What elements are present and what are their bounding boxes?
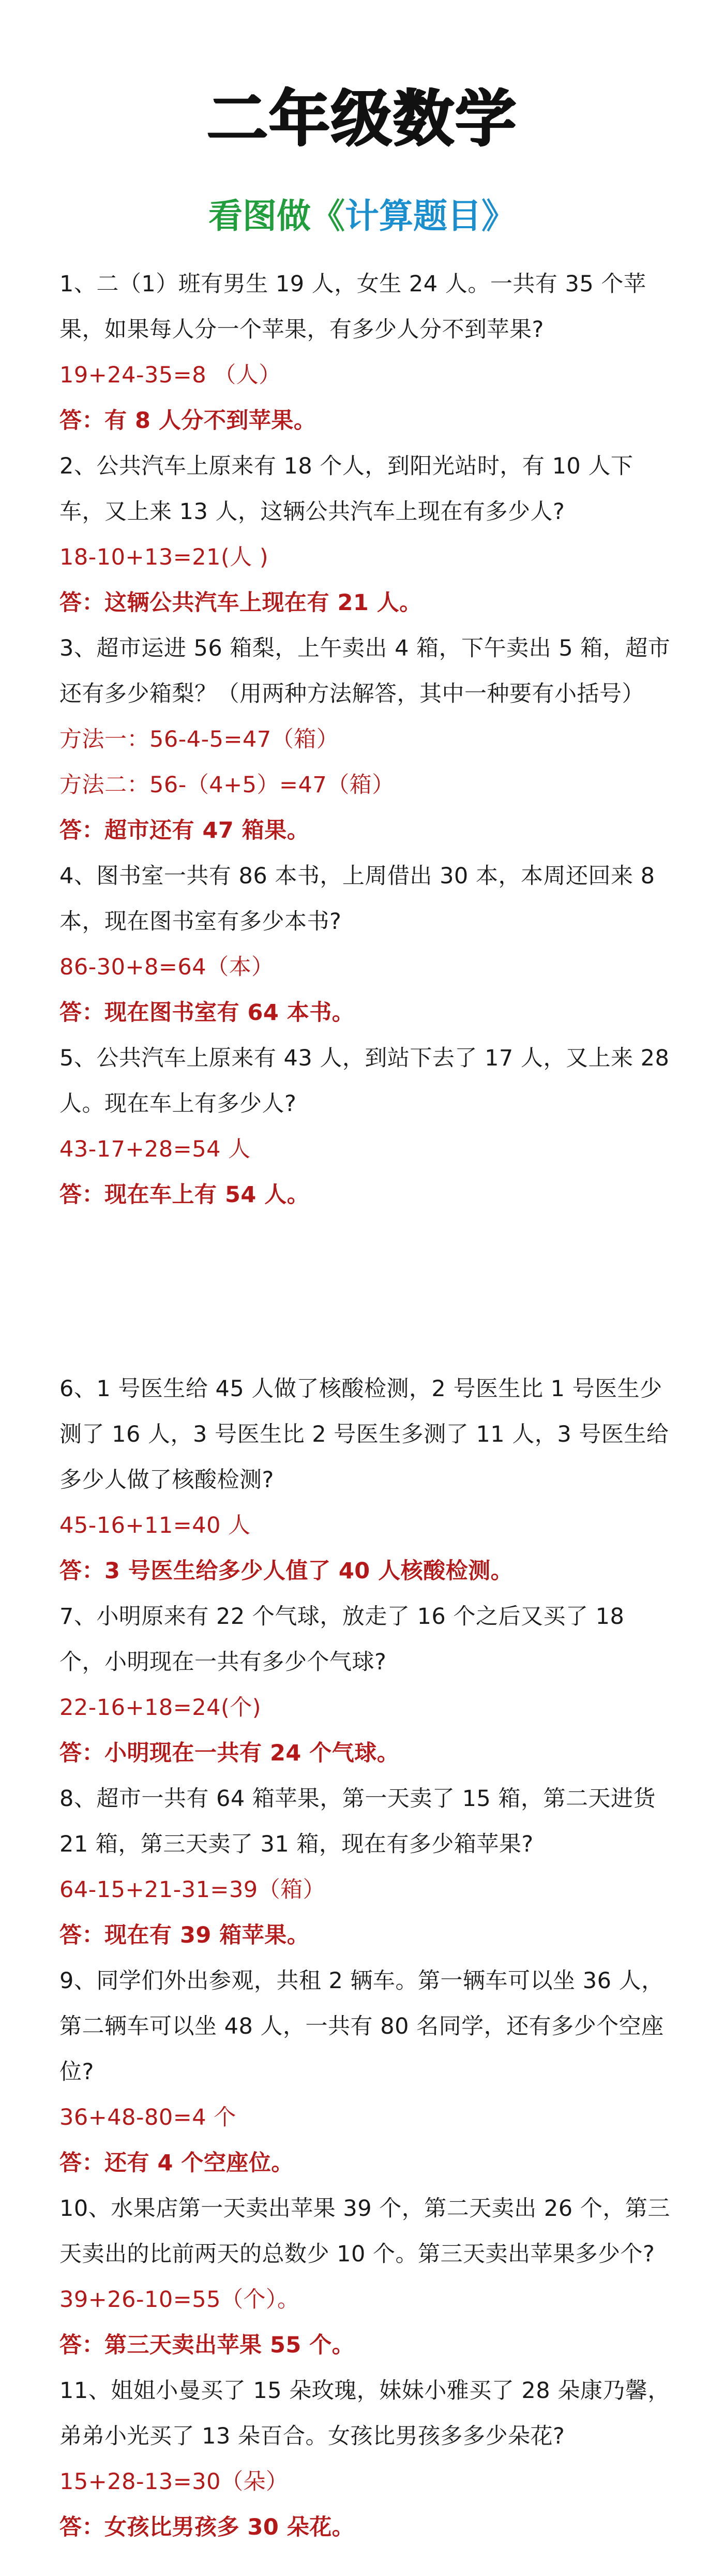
problem-answer: 答：还有 4 个空座位。	[59, 2150, 294, 2176]
problem-formula: 64-15+21-31=39（箱）	[59, 1877, 326, 1903]
problem-formula: 19+24-35=8 （人）	[59, 362, 281, 388]
problem-answer: 答：第三天卖出苹果 55 个。	[59, 2332, 355, 2358]
problem-answer: 答：3 号医生给多少人值了 40 人核酸检测。	[59, 1558, 514, 1584]
problem-formula: 18-10+13=21(人 )	[59, 544, 269, 570]
problem-1	[59, 261, 672, 443]
problem-question: 6、1 号医生给 45 人做了核酸检测，2 号医生比 1 号医生少测了 16 人，3 号医生比 2 号医生多测了 11 人，3 号医生给多少人做了核酸检测?	[59, 1376, 669, 1493]
subtitle-part-d: 》	[481, 196, 516, 236]
problem-8	[59, 1776, 672, 1958]
subtitle-part-a: 看图做	[208, 196, 311, 236]
problem-3	[59, 626, 672, 853]
problem-answer: 答：现在车上有 54 人。	[59, 1182, 310, 1208]
problem-11	[59, 2368, 672, 2550]
subtitle-part-c: 计算题目	[345, 196, 481, 236]
problem-7	[59, 1594, 672, 1776]
problem-answer: 答：这辆公共汽车上现在有 21 人。	[59, 590, 422, 616]
problem-question: 8、超市一共有 64 箱苹果，第一天卖了 15 箱，第二天进货 21 箱，第三天卖了 31 箱，现在有多少箱苹果?	[59, 1786, 656, 1857]
problem-section-second	[59, 1366, 672, 2550]
problem-5	[59, 1035, 672, 1218]
problem-question: 7、小明原来有 22 个气球，放走了 16 个之后又买了 18 个，小明现在一共有多少个气球?	[59, 1604, 625, 1675]
problem-answer: 答：超市还有 47 箱果。	[59, 818, 310, 843]
problem-question: 9、同学们外出参观，共租 2 辆车。第一辆车可以坐 36 人，第二辆车可以坐 48 人，一共有 80 名同学，还有多少个空座位?	[59, 1968, 664, 2085]
problem-2	[59, 443, 672, 626]
problem-formula: 36+48-80=4 个	[59, 2105, 236, 2130]
problem-question: 2、公共汽车上原来有 18 个人，到阳光站时，有 10 人下车，又上来 13 人，这辆公共汽车上现在有多少人?	[59, 453, 634, 525]
problem-question: 10、水果店第一天卖出苹果 39 个，第二天卖出 26 个，第三天卖出的比前两天的总数少 10 个。第三天卖出苹果多少个?	[59, 2196, 670, 2267]
problem-answer: 答：女孩比男孩多 30 朵花。	[59, 2514, 355, 2540]
problem-section-first	[59, 261, 672, 1218]
problem-question: 3、超市运进 56 箱梨，上午卖出 4 箱，下午卖出 5 箱，超市还有多少箱梨？（用两种方法解答，其中一种要有小括号）	[59, 635, 671, 707]
problem-formula: 方法二：56-（4+5）=47（箱）	[59, 772, 395, 798]
problem-question: 5、公共汽车上原来有 43 人，到站下去了 17 人，又上来 28 人。现在车上有多少人?	[59, 1045, 670, 1117]
problem-10	[59, 2186, 672, 2368]
problem-answer: 答：现在有 39 箱苹果。	[59, 1922, 310, 1948]
problem-formula: 43-17+28=54 人	[59, 1136, 251, 1162]
page-title: 二年级数学	[206, 83, 517, 154]
problem-formula: 方法一：56-4-5=47（箱）	[59, 727, 339, 752]
problem-answer: 答：现在图书室有 64 本书。	[59, 1000, 355, 1026]
problem-question: 11、姐姐小曼买了 15 朵玫瑰，妹妹小雅买了 28 朵康乃馨，弟弟小光买了 13 朵百合。女孩比男孩多多少朵花?	[59, 2378, 670, 2449]
page-subtitle	[0, 196, 724, 236]
problem-answer: 答：小明现在一共有 24 个气球。	[59, 1740, 400, 1766]
problem-formula: 22-16+18=24(个)	[59, 1695, 261, 1721]
problem-answer: 答：有 8 人分不到苹果。	[59, 408, 316, 434]
problem-formula: 15+28-13=30（朵）	[59, 2469, 289, 2495]
problem-formula: 45-16+11=40 人	[59, 1513, 251, 1538]
problem-question: 1、二（1）班有男生 19 人，女生 24 人。一共有 35 个苹果，如果每人分一个苹果，有多少人分不到苹果?	[59, 271, 646, 343]
problem-formula: 39+26-10=55（个）。	[59, 2287, 300, 2313]
subtitle-part-b: 《	[311, 196, 345, 236]
problem-formula: 86-30+8=64（本）	[59, 954, 274, 980]
problem-9	[59, 1958, 672, 2186]
problem-6	[59, 1366, 672, 1594]
problem-4	[59, 853, 672, 1035]
problem-question: 4、图书室一共有 86 本书，上周借出 30 本，本周还回来 8 本，现在图书室有多少本书?	[59, 863, 655, 935]
